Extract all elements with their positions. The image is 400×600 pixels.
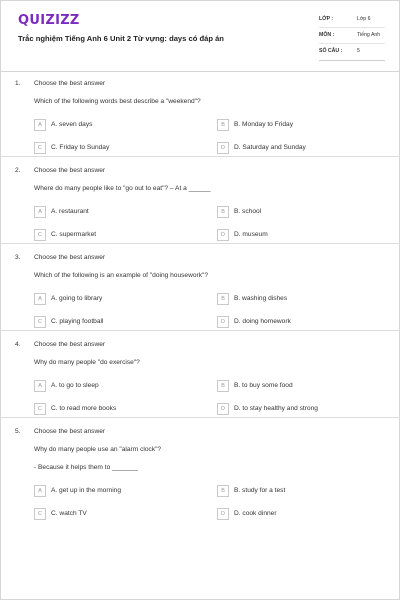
- answer-text: A. to go to sleep: [51, 382, 99, 389]
- answer-letter-box[interactable]: D: [217, 316, 229, 328]
- question-divider: [1, 417, 400, 418]
- answer-letter-box[interactable]: A: [34, 119, 46, 131]
- question-instruction: Choose the best answer: [34, 254, 106, 261]
- question-instruction: Choose the best answer: [34, 80, 106, 87]
- answer-letter-box[interactable]: A: [34, 206, 46, 218]
- question-divider: [1, 243, 400, 244]
- quizizz-logo: QUIZIZZ: [18, 13, 80, 28]
- question-instruction: Choose the best answer: [34, 428, 106, 435]
- question-text: - Because it helps them to _______: [34, 464, 138, 471]
- answer-text: D. museum: [234, 231, 268, 238]
- answer-letter-box[interactable]: D: [217, 508, 229, 520]
- answer-letter-box[interactable]: B: [217, 206, 229, 218]
- answer-letter-box[interactable]: B: [217, 119, 229, 131]
- question-number: 4.: [15, 341, 21, 348]
- answer-text: C. playing football: [51, 318, 104, 325]
- question-instruction: Choose the best answer: [34, 167, 106, 174]
- answer-text: B. school: [234, 208, 262, 215]
- answer-letter-box[interactable]: D: [217, 142, 229, 154]
- answer-letter-box[interactable]: C: [34, 403, 46, 415]
- question-text: Where do many people like to "go out to eat"? – At a ______: [34, 185, 211, 192]
- answer-text: A. restaurant: [51, 208, 89, 215]
- answer-text: B. study for a test: [234, 487, 286, 494]
- answer-letter-box[interactable]: C: [34, 229, 46, 241]
- answer-letter-box[interactable]: C: [34, 142, 46, 154]
- question-divider: [1, 156, 400, 157]
- question-text: Why do many people "do exercise"?: [34, 359, 140, 366]
- answer-letter-box[interactable]: D: [217, 403, 229, 415]
- question-divider: [1, 330, 400, 331]
- question-number: 3.: [15, 254, 21, 261]
- worksheet-header: [1, 1, 400, 71]
- answer-text: C. to read more books: [51, 405, 117, 412]
- worksheet-title: Trắc nghiệm Tiếng Anh 6 Unit 2 Từ vựng: days có đáp án: [18, 34, 224, 43]
- answer-text: A. going to library: [51, 295, 103, 302]
- answer-text: B. washing dishes: [234, 295, 288, 302]
- meta-value: 5: [357, 48, 360, 54]
- answer-text: B. to buy some food: [234, 382, 293, 389]
- answer-text: D. doing homework: [234, 318, 291, 325]
- answer-letter-box[interactable]: B: [217, 380, 229, 392]
- question-number: 5.: [15, 428, 21, 435]
- question-text: Why do many people use an "alarm clock"?: [34, 446, 162, 453]
- meta-value: Tiếng Anh: [357, 32, 381, 38]
- answer-text: B. Monday to Friday: [234, 121, 294, 128]
- meta-label: SỐ CÂU :: [319, 48, 343, 54]
- answer-letter-box[interactable]: A: [34, 485, 46, 497]
- answer-text: D. to stay healthy and strong: [234, 405, 318, 412]
- answer-letter-box[interactable]: A: [34, 380, 46, 392]
- answer-letter-box[interactable]: B: [217, 485, 229, 497]
- meta-label: MÔN :: [319, 32, 335, 38]
- answer-text: D. Saturday and Sunday: [234, 144, 306, 151]
- answer-letter-box[interactable]: B: [217, 293, 229, 305]
- question-instruction: Choose the best answer: [34, 341, 106, 348]
- header-divider: [1, 71, 400, 72]
- meta-value: Lớp 6: [357, 16, 371, 22]
- meta-row-question-count: [319, 44, 385, 60]
- question-text: Which of the following is an example of "doing housework"?: [34, 272, 209, 279]
- question-number: 2.: [15, 167, 21, 174]
- answer-text: C. Friday to Sunday: [51, 144, 110, 151]
- worksheet-meta-table: [319, 12, 385, 61]
- answer-letter-box[interactable]: A: [34, 293, 46, 305]
- meta-row-subject: [319, 28, 385, 44]
- answer-letter-box[interactable]: D: [217, 229, 229, 241]
- meta-label: LỚP :: [319, 16, 334, 22]
- question-text: Which of the following words best describe a "weekend"?: [34, 98, 201, 105]
- answer-letter-box[interactable]: C: [34, 316, 46, 328]
- question-number: 1.: [15, 80, 21, 87]
- meta-row-grade: [319, 12, 385, 28]
- answer-text: C. watch TV: [51, 510, 87, 517]
- answer-text: A. seven days: [51, 121, 93, 128]
- answer-text: A. get up in the morning: [51, 487, 122, 494]
- answer-text: C. supermarket: [51, 231, 97, 238]
- answer-text: D. cook dinner: [234, 510, 277, 517]
- answer-letter-box[interactable]: C: [34, 508, 46, 520]
